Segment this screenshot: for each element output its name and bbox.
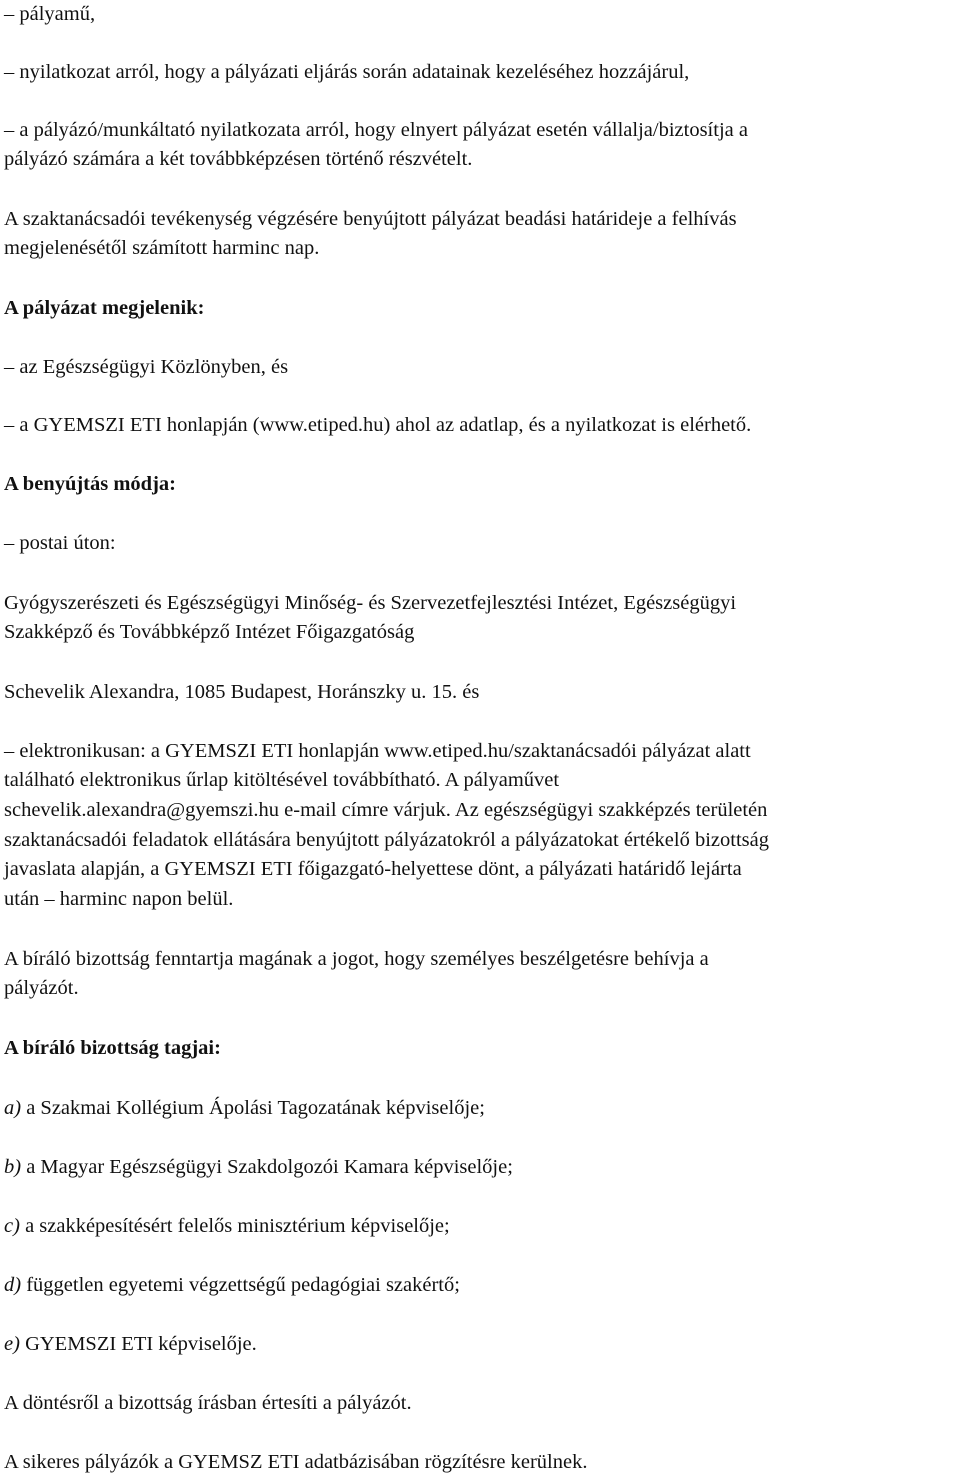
paragraph-line-18: szaktanácsadói feladatok ellátására benyújtott pályázatokról a pályázatokat értékelő bizottság <box>4 829 769 851</box>
member-item-c <box>4 1214 450 1238</box>
member-text: a Szakmai Kollégium Ápolási Tagozatának képviselője; <box>21 1097 485 1119</box>
list-item-honlap: – a GYEMSZI ETI honlapján (www.etiped.hu) ahol az adatlap, és a nyilatkozat is elérhető. <box>4 414 752 436</box>
member-item-b <box>4 1155 513 1179</box>
paragraph-deadline: A szaktanácsadói tevékenység végzésére benyújtott pályázat beadási határideje a felhívás <box>4 208 737 230</box>
list-item-postai: – postai úton: <box>4 532 116 554</box>
heading-tagjai: A bíráló bizottság tagjai: <box>4 1037 221 1059</box>
heading-megjelenik: A pályázat megjelenik: <box>4 297 205 319</box>
member-text: a szakképesítésért felelős minisztérium képviselője; <box>19 1215 450 1237</box>
list-item-munkaltato: – a pályázó/munkáltató nyilatkozata arról, hogy elnyert pályázat esetén vállalja/biztosítja a <box>4 119 748 141</box>
address-recipient: Schevelik Alexandra, 1085 Budapest, Horánszky u. 15. és <box>4 681 480 703</box>
paragraph-ertesites: A döntésről a bizottság írásban értesíti a pályázót. <box>4 1392 412 1414</box>
list-item-kozlony: – az Egészségügyi Közlönyben, és <box>4 356 289 378</box>
list-item-palyamu: – pályamű, <box>4 3 96 25</box>
paragraph-line-16: található elektronikus űrlap kitöltésével továbbítható. A pályaművet <box>4 769 560 791</box>
list-item-elektronikus: – elektronikusan: a GYEMSZI ETI honlapján www.etiped.hu/szaktanácsadói pályázat alatt <box>4 740 751 762</box>
list-item-nyilatkozat: – nyilatkozat arról, hogy a pályázati eljárás során adatainak kezeléséhez hozzájárul, <box>4 61 690 83</box>
member-text: GYEMSZI ETI képviselője. <box>19 1333 257 1355</box>
list-item-munkaltato-cont: pályázó számára a két továbbképzésen történő részvételt. <box>4 148 473 170</box>
paragraph-adatbazis: A sikeres pályázók a GYEMSZ ETI adatbázisában rögzítésre kerülnek. <box>4 1451 588 1473</box>
paragraph-line-19: javaslata alapján, a GYEMSZI ETI főigazgató-helyettese dönt, a pályázati határidő lejárta <box>4 858 742 880</box>
paragraph-birалo-jog: A bíráló bizottság fenntartja magának a jogot, hogy személyes beszélgetésre behívja a <box>4 948 709 970</box>
heading-benyujtas: A benyújtás módja: <box>4 473 176 495</box>
member-marker: a) <box>4 1097 22 1119</box>
member-item-a <box>4 1096 485 1120</box>
paragraph-birалo-jog-cont: pályázót. <box>4 977 79 999</box>
member-marker: c) <box>4 1215 20 1237</box>
member-item-e <box>4 1332 257 1356</box>
member-text: független egyetemi végzettségű pedagógiai szakértő; <box>21 1274 460 1296</box>
member-marker: b) <box>4 1156 22 1178</box>
address-institute: Gyógyszerészeti és Egészségügyi Minőség- és Szervezetfejlesztési Intézet, Egészségügyi <box>4 592 737 614</box>
member-marker: e) <box>4 1333 20 1355</box>
address-institute-cont: Szakképző és Továbbképző Intézet Főigazgatóság <box>4 621 415 643</box>
member-marker: d) <box>4 1274 22 1296</box>
member-item-d <box>4 1273 460 1297</box>
member-text: a Magyar Egészségügyi Szakdolgozói Kamara képviselője; <box>21 1156 513 1178</box>
paragraph-line-20: után – harminc napon belül. <box>4 888 234 910</box>
paragraph-line-17: schevelik.alexandra@gyemszi.hu e-mail címre várjuk. Az egészségügyi szakképzés területén <box>4 799 768 821</box>
paragraph-deadline-cont: megjelenésétől számított harminc nap. <box>4 237 320 259</box>
